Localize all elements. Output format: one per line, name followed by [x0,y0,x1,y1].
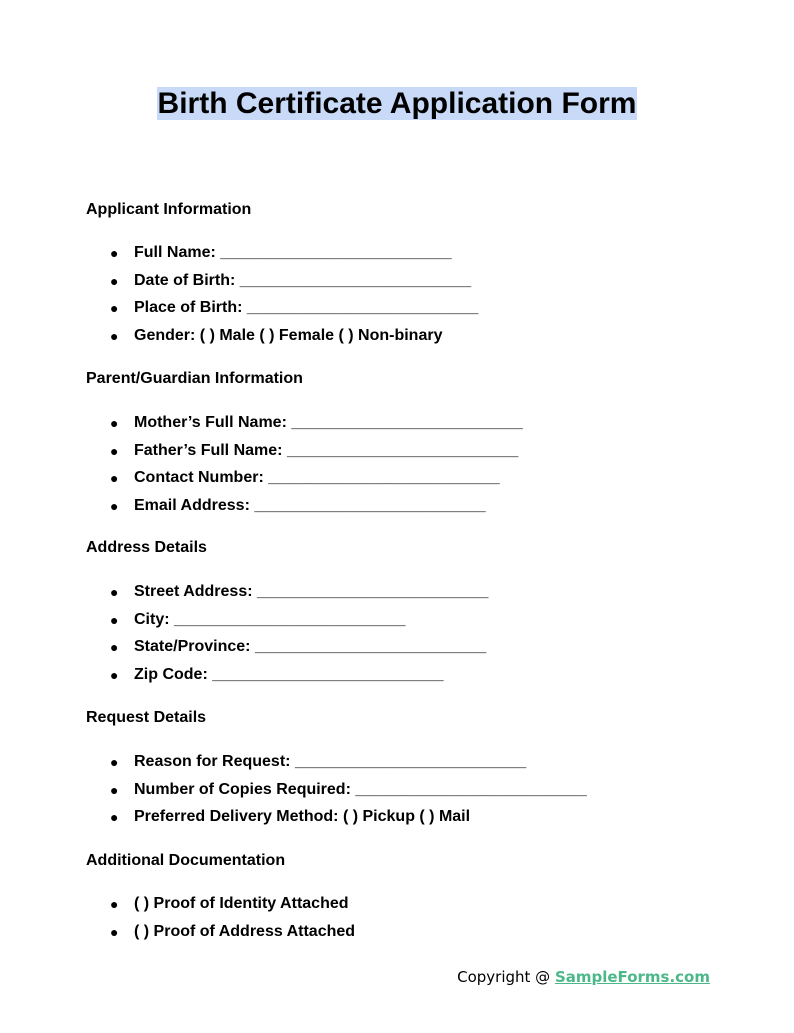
field-date-of-birth: ● Date of Birth: __________________________ [110,271,472,289]
bullet-icon: ● [110,666,119,683]
blank-line[interactable]: __________________________ [220,244,452,261]
field-reason: ● Reason for Request: __________________________ [110,753,527,770]
bullet-icon: ● [110,300,119,316]
bullet-icon: ● [110,245,119,261]
copyright-footer [457,968,710,986]
bullet-icon: ● [110,923,119,940]
field-place-of-birth: ● Place of Birth: __________________________ [110,299,479,316]
bullet-icon: ● [110,896,119,912]
section-documentation [86,851,726,949]
field-copies: ● Number of Copies Required: __________________________ [110,780,587,798]
bullet-icon: ● [110,497,119,514]
field-list [86,894,726,949]
field-full-name: ● Full Name: __________________________ [110,244,452,261]
blank-line[interactable]: __________________________ [212,665,444,683]
field-city: ● City: __________________________ [110,610,406,628]
bullet-icon: ● [110,754,119,770]
sampleforms-link[interactable]: SampleForms.com [554,968,710,986]
blank-line[interactable]: __________________________ [291,414,523,431]
form-title: Birth Certificate Application Form [157,87,637,120]
blank-line[interactable]: __________________________ [246,299,479,316]
section-heading: Request Details [86,709,207,726]
blank-line[interactable]: __________________________ [268,469,500,486]
section-parent-guardian [86,369,726,523]
blank-line[interactable]: __________________________ [239,271,472,289]
bullet-icon: ● [110,639,119,655]
copyright-text: Copyright @ [457,968,555,986]
blank-line[interactable]: __________________________ [257,583,489,600]
bullet-icon: ● [110,584,119,600]
field-father-name: ● Father’s Full Name: __________________________ [110,441,519,459]
field-list [86,243,726,353]
bullet-icon: ● [110,415,119,431]
bullet-icon: ● [110,272,119,289]
blank-line[interactable]: __________________________ [294,753,527,770]
blank-line[interactable]: __________________________ [355,780,587,798]
section-address [86,538,726,692]
section-heading: Applicant Information [86,201,252,218]
field-zip-code: ● Zip Code: __________________________ [110,665,444,683]
bullet-icon: ● [110,327,119,344]
bullet-icon: ● [110,611,119,628]
blank-line[interactable]: __________________________ [254,638,487,655]
field-state-province: ● State/Province: __________________________ [110,638,487,655]
section-heading: Address Details [86,539,207,556]
section-heading: Parent/Guardian Information [86,370,303,387]
section-request [86,708,726,835]
field-street-address: ● Street Address: __________________________ [110,583,489,600]
field-list [86,413,726,523]
field-proof-identity[interactable]: ● ( ) Proof of Identity Attached [110,895,349,912]
section-heading: Additional Documentation [86,852,286,869]
bullet-icon: ● [110,781,119,798]
field-list [86,582,726,692]
field-contact-number: ● Contact Number: __________________________ [110,469,500,486]
blank-line[interactable]: __________________________ [286,441,519,459]
field-list [86,752,726,835]
blank-line[interactable]: __________________________ [174,610,406,628]
blank-line[interactable]: __________________________ [254,496,486,514]
field-mother-name: ● Mother’s Full Name: __________________________ [110,414,523,431]
field-delivery-method[interactable]: ● Preferred Delivery Method: ( ) Pickup ( ) Mail [110,808,471,825]
section-applicant [86,200,726,353]
bullet-icon: ● [110,470,119,486]
bullet-icon: ● [110,809,119,825]
field-gender[interactable]: ● Gender: ( ) Male ( ) Female ( ) Non-binary [110,326,443,344]
field-proof-address[interactable]: ● ( ) Proof of Address Attached [110,922,356,940]
form-title-wrap [0,86,794,122]
field-email-address: ● Email Address: __________________________ [110,496,486,514]
bullet-icon: ● [110,442,119,459]
